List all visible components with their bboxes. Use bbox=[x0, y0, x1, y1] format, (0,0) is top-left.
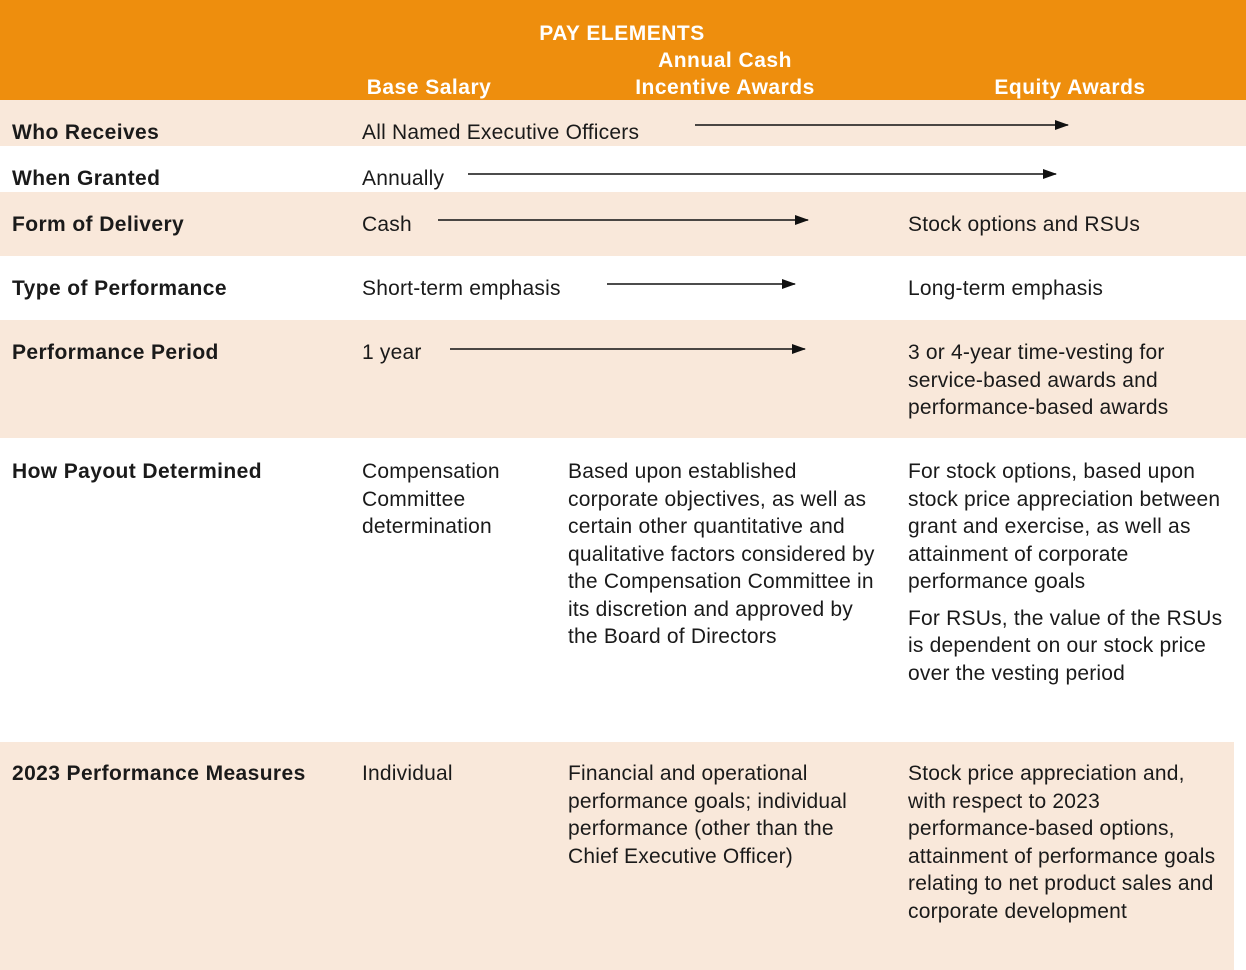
row-label-when-granted: When Granted bbox=[12, 167, 161, 190]
col-header-base-salary: Base Salary bbox=[366, 76, 492, 99]
type-performance-equity: Long-term emphasis bbox=[908, 277, 1104, 300]
form-delivery-base: Cash bbox=[362, 213, 412, 236]
payout-equity-rsus: For RSUs, the value of the RSUs is dependent on our stock price over the vesting period bbox=[908, 606, 1223, 685]
row-label-how-payout-determined: How Payout Determined bbox=[12, 460, 262, 483]
col-header-cash-line2: Incentive Awards bbox=[635, 76, 815, 99]
row-label-who-receives: Who Receives bbox=[12, 121, 160, 144]
header-title: PAY ELEMENTS bbox=[539, 22, 705, 45]
measures-equity: Stock price appreciation and, with respect to 2023 performance-based options, attainment of performance goals relating to net product sales and corporate development bbox=[908, 762, 1216, 923]
col-header-equity: Equity Awards bbox=[994, 76, 1146, 99]
performance-period-base: 1 year bbox=[362, 341, 422, 364]
row-label-form-of-delivery: Form of Delivery bbox=[12, 213, 185, 236]
payout-base: Compensation Committee determination bbox=[362, 460, 500, 538]
col-header-cash-line1: Annual Cash bbox=[658, 49, 792, 72]
form-delivery-equity: Stock options and RSUs bbox=[908, 213, 1141, 236]
row-label-performance-measures: 2023 Performance Measures bbox=[12, 762, 306, 785]
payout-cash: Based upon established corporate objectives, as well as certain other quantitative and qualitative factors considered by the Compensation Committee in its discretion and approved by the Board of Directors bbox=[568, 460, 875, 648]
who-receives-value: All Named Executive Officers bbox=[362, 121, 640, 144]
performance-period-equity: 3 or 4-year time-vesting for service-based awards and performance-based awards bbox=[908, 341, 1169, 419]
when-granted-value: Annually bbox=[362, 167, 445, 190]
row-label-performance-period: Performance Period bbox=[12, 341, 219, 364]
type-performance-base: Short-term emphasis bbox=[362, 277, 561, 300]
measures-base: Individual bbox=[362, 762, 453, 785]
payout-equity-options: For stock options, based upon stock price appreciation between grant and exercise, as well as attainment of corporate performance goals bbox=[908, 460, 1221, 593]
row-label-type-of-performance: Type of Performance bbox=[12, 277, 227, 300]
measures-cash: Financial and operational performance goals; individual performance (other than the Chief Executive Officer) bbox=[568, 762, 847, 868]
